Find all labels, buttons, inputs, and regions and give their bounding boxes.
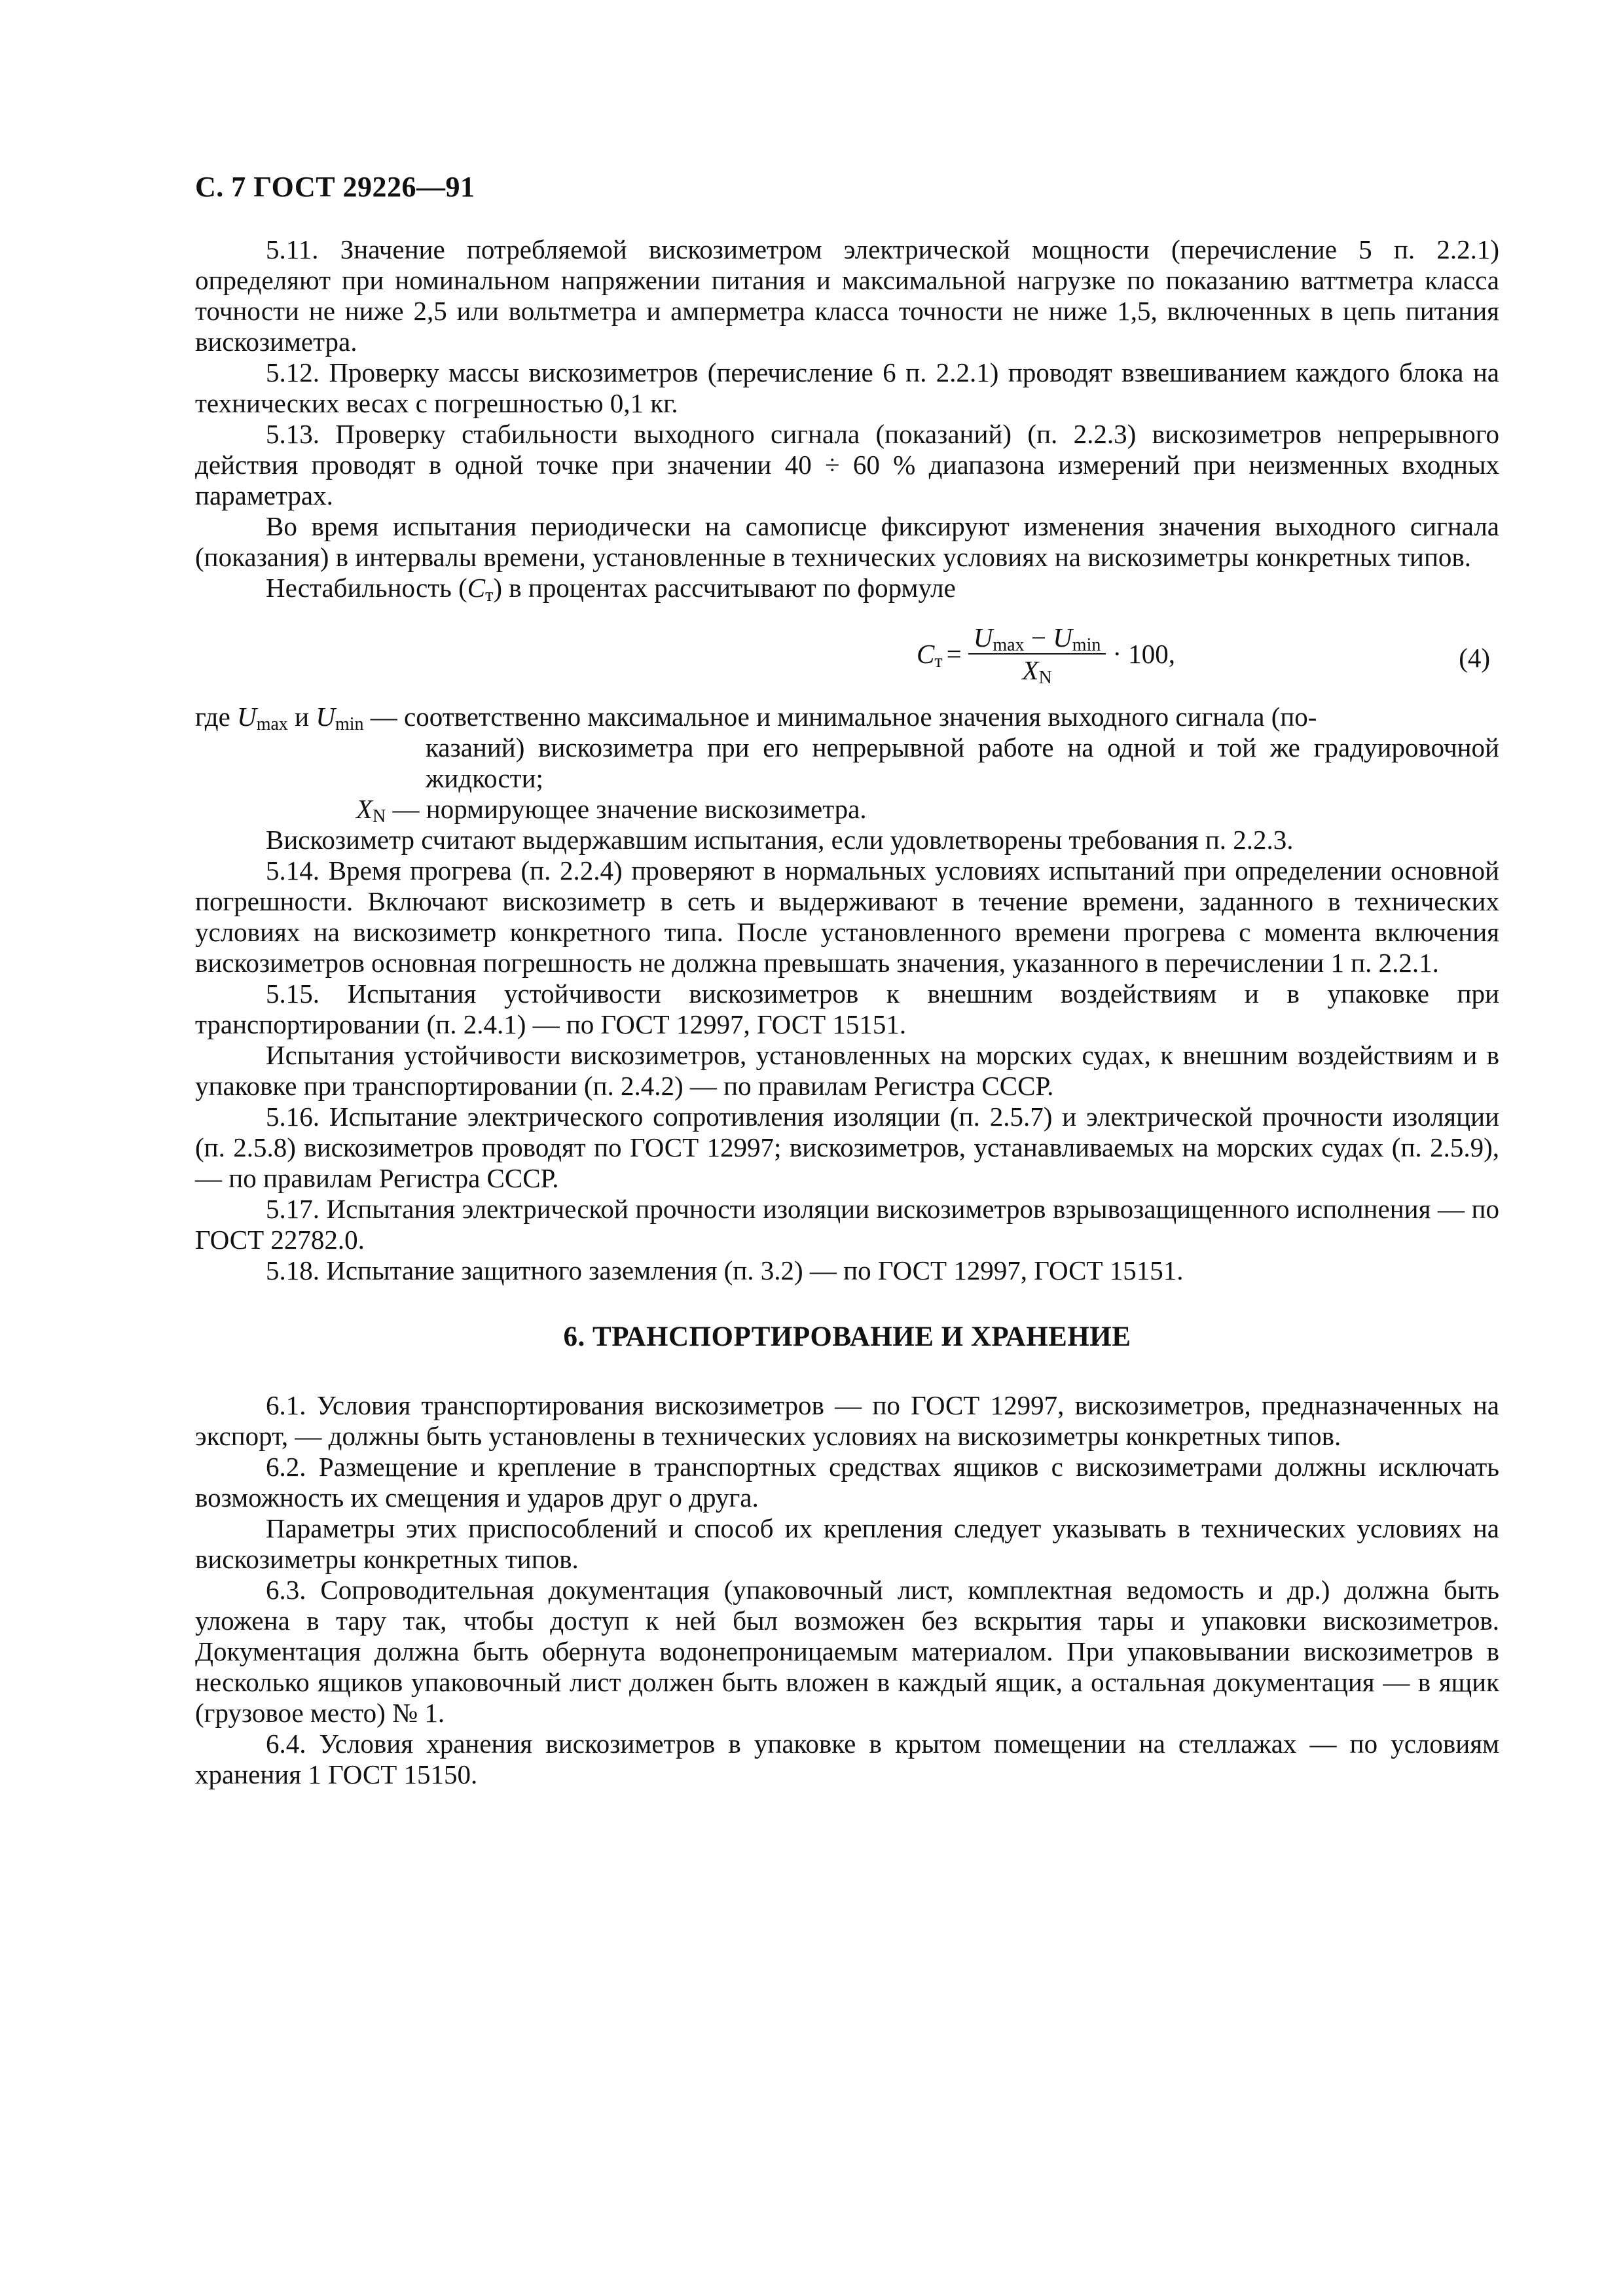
paragraph-5-18: 5.18. Испытание защитного заземления (п. 3.2) — по ГОСТ 12997, ГОСТ 15151. bbox=[266, 1255, 1184, 1285]
formula-denominator: $X_N$ bbox=[1022, 655, 1052, 688]
paragraph-6-2: 6.2. Размещение и крепление в транспортных средствах ящиков с вискозиметрами должны исключать возможность их смещения и ударов друг о друга. bbox=[195, 1452, 1499, 1513]
formula-expression: $C_т$ = $\frac{U_{max} - U_{min}}{X_N}$ · 100, bbox=[917, 622, 1176, 688]
where-definitions bbox=[195, 702, 1499, 794]
paragraph-5-14: 5.14. Время прогрева (п. 2.2.4) проверяют в нормальных условиях испытаний при определении основной погрешности. Включают вискозиметр в сеть и выдерживают в течение времени, заданного в технических условиях на вискозиметр конкретного типа. После установленного времени прогрева с момента включения вискозиметров основная погрешность не должна превышать значения, указанного в перечислении 1 п. 2.2.1. bbox=[195, 855, 1499, 978]
paragraph-5-17: 5.17. Испытания электрической прочности изоляции вискозиметров взрывозащищенного исполнения — по ГОСТ 22782.0. bbox=[195, 1194, 1499, 1255]
formula-lhs: $C_т$ bbox=[917, 638, 943, 672]
paragraph-5-16: 5.16. Испытание электрического сопротивления изоляции (п. 2.5.7) и электрической прочности изоляции (п. 2.5.8) вискозиметров проводят по ГОСТ 12997; вискозиметров, устанавливаемых на морских судах (п. 2.5.9), — по правилам Регистра СССР. bbox=[195, 1102, 1499, 1193]
formula-numerator: $U_{max} - U_{min}$ bbox=[968, 623, 1106, 655]
formula-4 bbox=[195, 603, 1499, 702]
paragraph-6-1: 6.1. Условия транспортирования вискозиметров — по ГОСТ 12997, вискозиметров, предназначенных на экспорт, — должны быть установлены в технических условиях на вискозиметры конкретных типов. bbox=[195, 1390, 1499, 1451]
paragraph-5-15: 5.15. Испытания устойчивости вискозиметров к внешним воздействиям и в упаковке при транспортировании (п. 2.4.1) — по ГОСТ 12997, ГОСТ 15151. bbox=[195, 978, 1499, 1039]
paragraph-5-13: 5.13. Проверку стабильности выходного сигнала (показаний) (п. 2.2.3) вискозиметров непрерывного действия проводят в одной точке при значении 40 ÷ 60 % диапазона измерений при неизменных входных параметрах. bbox=[195, 419, 1499, 511]
where-line-1-cont: казаний) вискозиметра при его непрерывной работе на одной и той же градуировочной жидкости; bbox=[426, 732, 1499, 793]
paragraph-6-4: 6.4. Условия хранения вискозиметров в упаковке в крытом помещении на стеллажах — по условиям хранения 1 ГОСТ 15150. bbox=[195, 1729, 1499, 1789]
paragraph-fixtures: Параметры этих приспособлений и способ их крепления следует указывать в технических условиях на вискозиметры конкретных типов. bbox=[195, 1513, 1499, 1574]
paragraph-instability-intro: Нестабильность $(C_т)$ в процентах рассчитывают по формуле bbox=[266, 573, 956, 605]
paragraph-recording: Во время испытания периодически на самописце фиксируют изменения значения выходного сигнала (показания) в интервалы времени, установленные в технических условиях на вискозиметры конкретных типов. bbox=[195, 511, 1499, 572]
formula-number: (4) bbox=[1459, 643, 1490, 673]
page-header: С. 7 ГОСТ 29226—91 bbox=[195, 171, 475, 203]
document-body bbox=[195, 234, 1499, 1790]
paragraph-marine: Испытания устойчивости вискозиметров, установленных на морских судах, к внешним воздействиям и в упаковке при транспортировании (п. 2.4.2) — по правилам Регистра СССР. bbox=[195, 1040, 1499, 1101]
formula-fraction bbox=[968, 622, 1106, 688]
formula-tail: · 100, bbox=[1112, 638, 1176, 669]
where-line-2: $X_N$ — нормирующее значение вискозиметра. bbox=[356, 794, 867, 827]
paragraph-5-12: 5.12. Проверку массы вискозиметров (перечисление 6 п. 2.2.1) проводят взвешиванием каждого блока на технических весах с погрешностью 0,1 кг. bbox=[195, 357, 1499, 418]
where-line-1: где $U_{max}$ и $U_{min}$ — соответственно максимальное и минимальное значения выходного сигнала (по- bbox=[195, 702, 1317, 734]
section-title: 6. ТРАНСПОРТИРОВАНИЕ И ХРАНЕНИЕ bbox=[563, 1321, 1131, 1352]
paragraph-5-11: 5.11. Значение потребляемой вискозиметром электрической мощности (перечисление 5 п. 2.2.1) определяют при номинальном напряжении питания и максимальной нагрузке по показанию ваттметра класса точности не ниже 2,5 или вольтметра и амперметра класса точности не ниже 1,5, включенных в цепь питания вискозиметра. bbox=[195, 234, 1499, 357]
paragraph-6-3: 6.3. Сопроводительная документация (упаковочный лист, комплектная ведомость и др.) должна быть уложена в тару так, чтобы доступ к ней был возможен без вскрытия тары и упаковки вискозиметров. Документация должна быть обернута водонепроницаемым материалом. При упаковывании вискозиметров в несколько ящиков упаковочный лист должен быть вложен в каждый ящик, а остальная документация — в ящик (грузовое место) № 1. bbox=[195, 1575, 1499, 1728]
paragraph-passed: Вискозиметр считают выдержавшим испытания, если удовлетворены требования п. 2.2.3. bbox=[266, 825, 1294, 855]
